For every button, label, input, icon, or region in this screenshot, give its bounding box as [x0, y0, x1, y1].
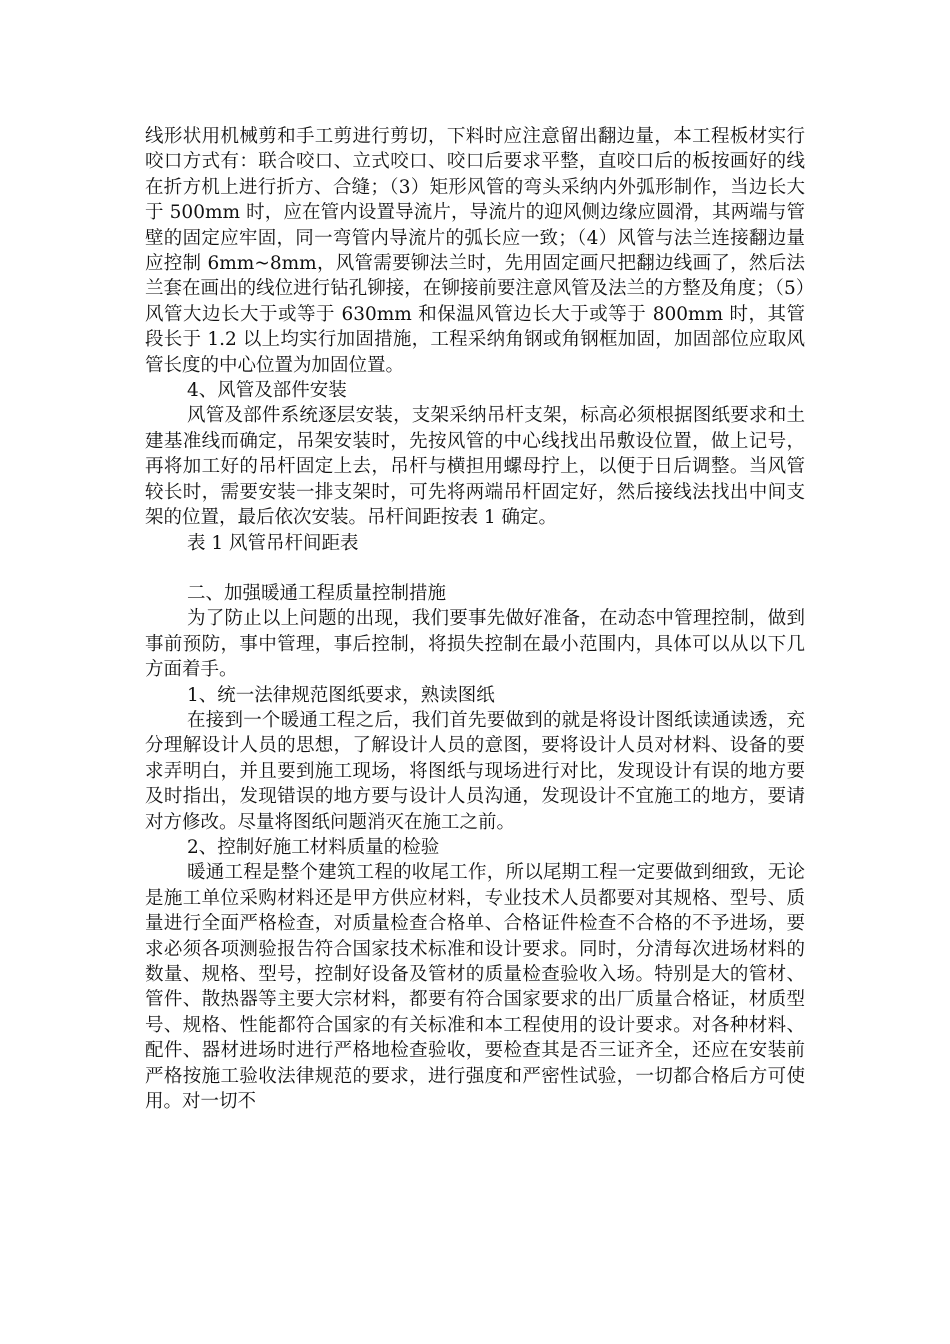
section-heading-duct-installation: 4、风管及部件安装 — [187, 380, 347, 402]
body-paragraph: 为了防止以上问题的出现，我们要事先做好准备，在动态中管理控制，做到事前预防，事中管理，事后控制，将损失控制在最小范围内，具体可以从以下几方面着手。 — [145, 608, 805, 681]
body-paragraph: 风管及部件系统逐层安装，支架采纳吊杆支架，标高必须根据图纸要求和土建基准线而确定，吊架安装时，先按风管的中心线找出吊敷设位置，做上记号，再将加工好的吊杆固定上去，吊杆与横担用螺母拧上，以便于日后调整。当风管较长时，需要安装一排支架时，可先将两端吊杆固定好，然后接线法找出中间支架的位置，最后依次安装。吊杆间距按表 1 确定。 — [145, 405, 805, 529]
body-paragraph: 暖通工程是整个建筑工程的收尾工作，所以尾期工程一定要做到细致，无论是施工单位采购材料还是甲方供应材料，专业技术人员都要对其规格、型号、质量进行全面严格检查，对质量检查合格单、合格证件检查不合格的不予进场，要求必须各项测验报告符合国家技术标准和设计要求。同时，分清每次进场材料的数量、规格、型号，控制好设备及管材的质量检查验收入场。特别是大的管材、管件、散热器等主要大宗材料，都要有符合国家要求的出厂质量合格证，材质型号、规格、性能都符合国家的有关标准和本工程使用的设计要求。对各种材料、配件、器材进场时进行严格地检查验收，要检查其是否三证齐全，还应在安装前严格按施工验收法律规范的要求，进行强度和严密性试验，一切都合格后方可使用。对一切不 — [145, 862, 805, 1113]
section-heading-materials: 2、控制好施工材料质量的检验 — [187, 836, 440, 858]
body-paragraph: 在接到一个暖通工程之后，我们首先要做到的就是将设计图纸读通读透，充分理解设计人员的思想，了解设计人员的意图，要将设计人员对材料、设备的要求弄明白，并且要到施工现场，将图纸与现场进行对比，发现设计有误的地方要及时指出，发现错误的地方要与设计人员沟通，发现设计不宜施工的地方，要请对方修改。尽量将图纸问题消灭在施工之前。 — [145, 709, 805, 833]
blank-line — [145, 556, 805, 581]
table-caption: 表 1 风管吊杆间距表 — [187, 532, 359, 554]
body-paragraph-continued: 线形状用机械剪和手工剪进行剪切，下料时应注意留出翻边量，本工程板材实行咬口方式有：联合咬口、立式咬口、咬口后要求平整，直咬口后的板按画好的线在折方机上进行折方、合缝；（3）矩形风管的弯头采纳内外弧形制作，当边长大于 500mm 时，应在管内设置导流片，导流片的迎风侧边缘应圆滑，其两端与管壁的固定应牢固，同一弯管内导流片的弧长应一致；（4）风管与法兰连接翻边量应控制 6mm~8mm，风管需要铆法兰时，先用固定画尺把翻边线画了，然后法兰套在画出的线位进行钻孔铆接，在铆接前要注意风管及法兰的方整及角度；（5）风管大边长大于或等于 630mm 和保温风管边长大于或等于 800mm 时，其管段长于 1.2 以上均实行加固措施，工程采纳角钢或角钢框加固，加固部位应取风管长度的中心位置为加固位置。 — [145, 126, 805, 376]
section-heading-drawings: 1、统一法律规范图纸要求，熟读图纸 — [187, 684, 495, 706]
document-body — [145, 124, 805, 1114]
chapter-heading-quality-control: 二、加强暖通工程质量控制措施 — [187, 582, 447, 604]
